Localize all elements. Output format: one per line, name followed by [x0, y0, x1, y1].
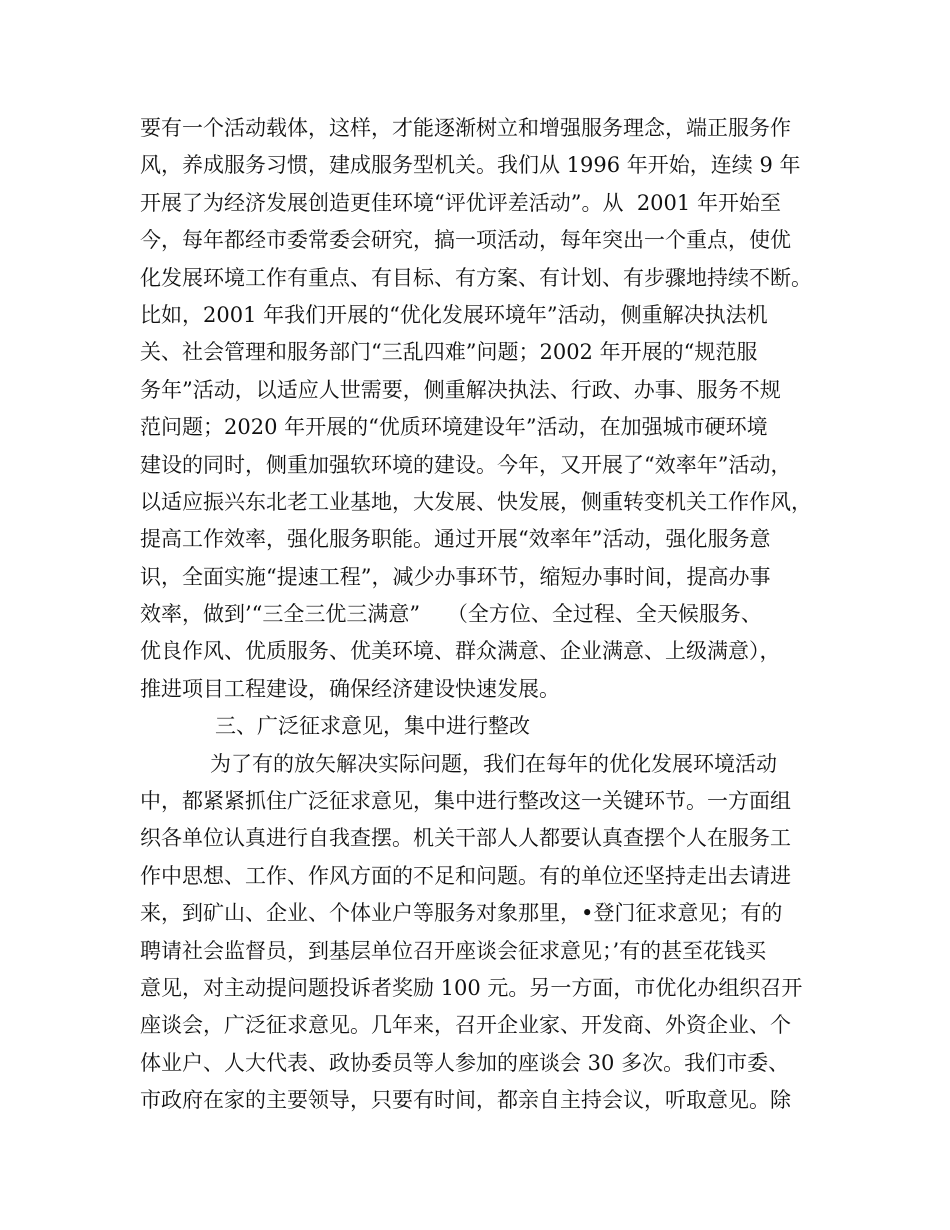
- paragraph-line: 建设的同时，侧重加强软环境的建设。今年，又开展了“效率年”活动，: [140, 452, 792, 477]
- paragraph-line: 意见，对主动提问题投诉者奖励 100 元。另一方面，市优化办组织召开: [140, 975, 803, 1000]
- paragraph-2: [140, 746, 830, 1120]
- paragraph-line: 优良作风、优质服务、优美环境、群众满意、企业满意、上级满意），: [140, 639, 781, 664]
- paragraph-line: 体业户、人大代表、政协委员等人参加的座谈会 30 多次。我们市委、: [140, 1050, 790, 1075]
- paragraph-line: 化发展环境工作有重点、有目标、有方案、有计划、有步骤地持续不断。: [140, 265, 812, 290]
- paragraph-line: 效率，做到’“三全三优三满意” （全方位、全过程、全天候服务、: [140, 602, 762, 627]
- paragraph-line: 为了有的放矢解决实际问题，我们在每年的优化发展环境活动: [210, 751, 777, 776]
- paragraph-1: [140, 110, 830, 708]
- paragraph-line: 中，都紧紧抓住广泛征求意见，集中进行整改这一关键环节。一方面组: [140, 789, 791, 814]
- section-heading: 三、广泛征求意见，集中进行整改: [215, 714, 530, 739]
- paragraph-line: 风，养成服务习惯，建成服务型机关。我们从 1996 年开始，连续 9 年: [140, 153, 801, 178]
- paragraph-line: 识，全面实施“提速工程”，减少办事环节，缩短办事时间，提高办事: [140, 564, 771, 589]
- document-body: [140, 110, 830, 1120]
- paragraph-line: 比如，2001 年我们开展的“优化发展环境年”活动，侧重解决执法机: [140, 302, 768, 327]
- paragraph-line: 以适应振兴东北老工业基地，大发展、快发展，侧重转变机关工作作风，: [140, 489, 812, 514]
- paragraph-line: 今，每年都经市委常委会研究，搞一项活动，每年突出一个重点，使优: [140, 228, 791, 253]
- paragraph-line: 推进项目工程建设，确保经济建设快速发展。: [140, 676, 560, 701]
- paragraph-line: 范问题；2020 年开展的“优质环境建设年”活动，在加强城市硬环境: [140, 415, 768, 440]
- paragraph-line: 关、社会管理和服务部门“三乱四难”问题；2002 年开展的“规范服: [140, 340, 758, 365]
- paragraph-line: 要有一个活动载体，这样，才能逐渐树立和增强服务理念，端正服务作: [140, 116, 791, 140]
- paragraph-line: 来，到矿山、企业、个体业户等服务对象那里，•登门征求意见；有的: [140, 901, 783, 926]
- paragraph-line: 开展了为经济发展创造更佳环境“评优评差活动”。从 2001 年开始至: [140, 190, 781, 215]
- paragraph-line: 聘请社会监督员，到基层单位召开座谈会征求意见；’有的甚至花钱买: [140, 938, 767, 963]
- paragraph-line: 座谈会，广泛征求意见。几年来，召开企业家、开发商、外资企业、个: [140, 1013, 791, 1038]
- paragraph-line: 织各单位认真进行自我查摆。机关干部人人都要认真查摆个人在服务工: [140, 826, 791, 851]
- paragraph-line: 提高工作效率，强化服务职能。通过开展“效率年”活动，强化服务意: [140, 527, 771, 552]
- paragraph-line: 务年”活动，以适应人世需要，侧重解决执法、行政、办事、服务不规: [140, 377, 781, 402]
- paragraph-line: 市政府在家的主要领导，只要有时间，都亲自主持会议，听取意见。除: [140, 1088, 791, 1113]
- paragraph-line: 作中思想、工作、作风方面的不足和问题。有的单位还坚持走出去请进: [140, 863, 791, 888]
